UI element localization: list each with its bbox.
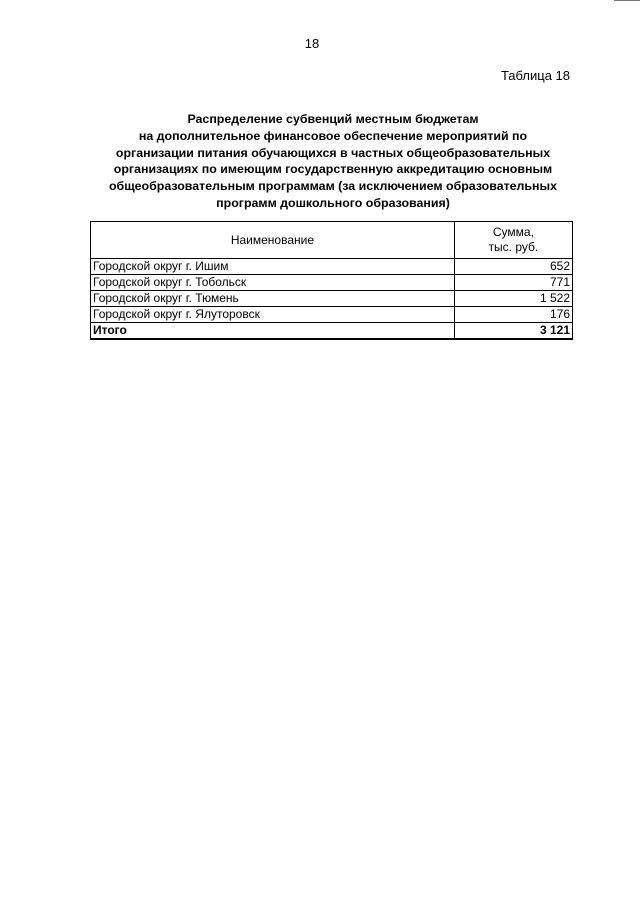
header-sum [454,222,572,259]
title-line: Распределение субвенций местным бюджетам [187,112,479,126]
header-sum-line2: тыс. руб. [488,240,539,254]
total-sum: 3 121 [454,323,572,340]
row-sum: 1 522 [454,291,572,307]
row-name: Городской округ г. Ялуторовск [91,307,455,323]
row-name: Городской округ г. Тюмень [91,291,455,307]
title-line: организации питания обучающихся в частных общеобразовательных [115,145,551,160]
header-name: Наименование [91,222,455,259]
header-sum-line1: Сумма, [492,225,534,239]
table-label: Таблица 18 [500,68,570,83]
table-row [91,259,573,275]
table-row [91,291,573,307]
total-label: Итого [91,323,455,340]
table-row [91,275,573,291]
table-header-row [91,222,573,259]
row-sum: 771 [454,275,572,291]
title-line: организациях по имеющим государственную аккредитацию основным [113,162,553,177]
row-name: Городской округ г. Тобольск [91,275,455,291]
title-line: на дополнительное финансовое обеспечение мероприятий по [138,128,528,143]
page-number: 18 [304,36,320,51]
row-sum: 176 [454,307,572,323]
table-total-row [91,323,573,340]
row-sum: 652 [454,259,572,275]
row-name: Городской округ г. Ишим [91,259,455,275]
document-title [88,111,578,212]
table-row [91,307,573,323]
title-line: общеобразовательным программам (за исключением образовательных [108,179,558,194]
title-line: программ дошкольного образования) [216,195,450,210]
subvention-table [90,221,573,340]
corner-scan-mark [614,0,640,1]
